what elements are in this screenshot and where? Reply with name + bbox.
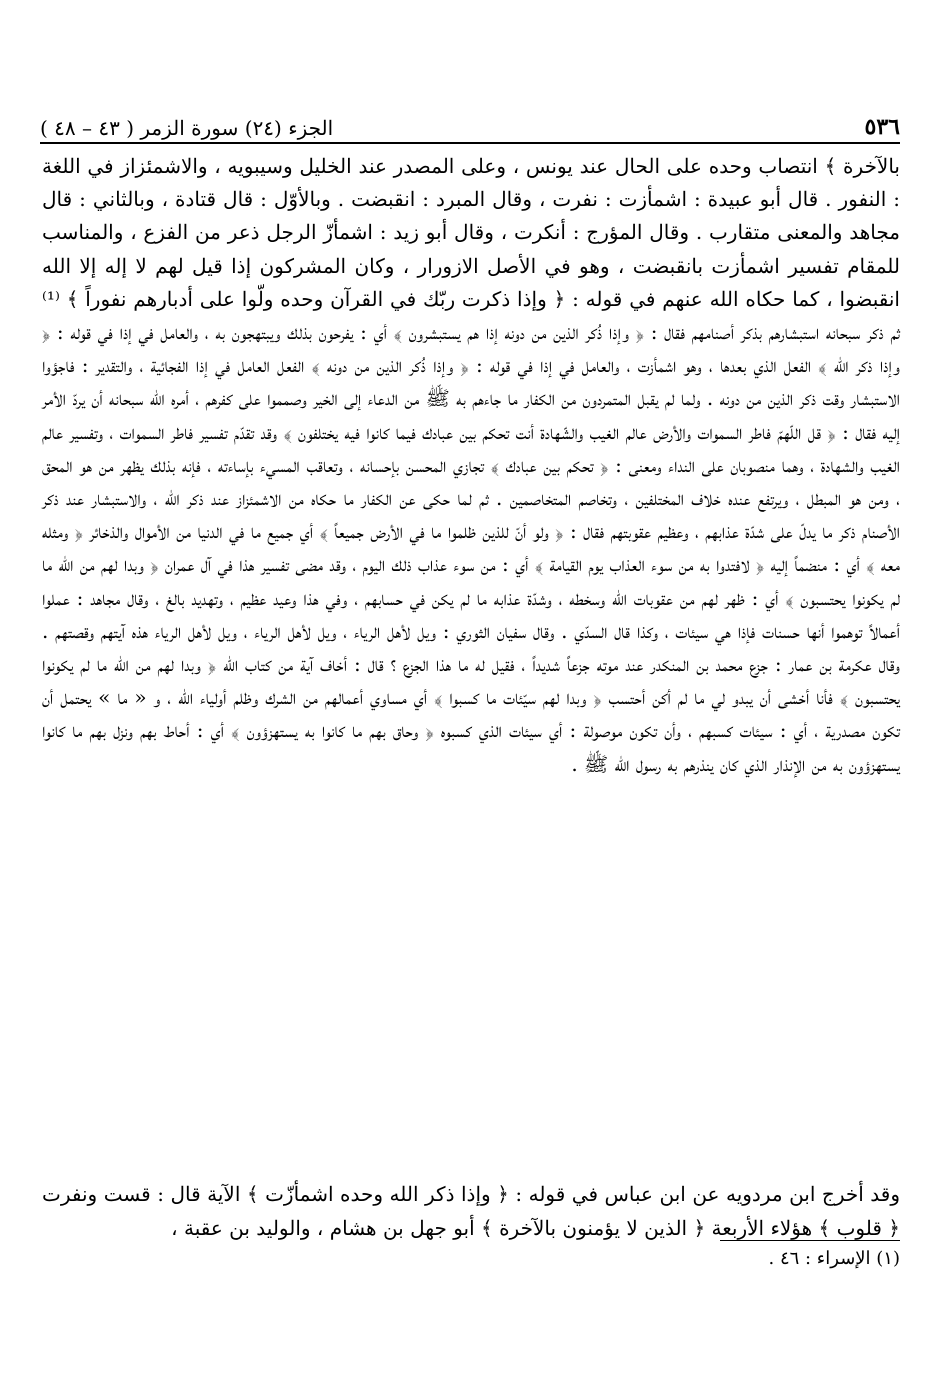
paragraph-text: بالآخرة ﴾ انتصاب وحده على الحال عند يونس ، وعلى المصدر عند الخليل وسيبويه ، والاشمئزاز في اللغة : النفور . قال أبو عبيدة : اشمأزت : نفرت ، وقال المبرد : انقبضت . وبالأوّل : قال قتادة ، وبالثاني : قال مجاهد والمعنى متقارب . وقال المؤرج : أنكرت ، وقال أبو زيد : اشمأزّ الرجل ذعر من الفزع ، والمناسب للمقام تفسير اشمأزت بانقبضت ، وهو في الأصل الازورار ، وكان المشركون إذا قيل لهم لا إله إلا الله انقبضوا ، كما حكاه الله عنهم في قوله : ﴿ وإذا ذكرت ربّك في القرآن وحده ولّوا على أدبارهم نفوراً ﴾ ⁽¹⁾ ثم ذكر سبحانه استبشارهم بذكر أصنامهم فقال : ﴿ وإذا ذُكر الذين من دونه إذا هم يستبشرون ﴾ أي : يفرحون بذلك ويبتهجون به ، والعامل في إذا في قوله : ﴿ وإذا ذكر الله ﴾ الفعل الذي بعدها ، وهو اشمأزت ، والعامل في إذا في قوله : ﴿ وإذا ذُكر الذين من دونه ﴾ الفعل العامل في إذا الفجائية ، والتقدير : فاجؤوا الاستبشار وقت ذكر الذين من دونه . ولما لم يقبل المتمردون من الكفار ما جاءهم به ﷺ من الدعاء إلى الخير وصمموا على كفرهم ، أمره الله سبحانه أن يردّ الأمر إليه فقال : ﴿ قل اللّهمّ فاطر السموات والأرض عالم الغيب والشّهادة أنت تحكم بين عبادك فيما كانوا فيه يختلفون ﴾ وقد تقدّم تفسير فاطر السموات ، وتفسير عالم الغيب والشهادة ، وهما منصوبان على النداء ومعنى : ﴿ تحكم بين عبادك ﴾ تجازي المحسن بإحسانه ، وتعاقب المسيء بإساءته ، فإنه بذلك يظهر من هو المحق ، ومن هو المبطل ، ويرتفع عنده خلاف المختلفين ، وتخاصم المتخاصمين . ثم لما حكى عن الكفار ما حكاه من الاشمئزاز عند ذكر الله ، والاستبشار عند ذكر الأصنام ذكر ما يدلّ على شدّة عذابهم ، وعظيم عقوبتهم فقال : ﴿ ولو أنّ للذين ظلموا ما في الأرض جميعاً ﴾ أي جميع ما في الدنيا من الأموال والذخائر ﴿ ومثله معه ﴾ أي : منضماً إليه ﴿ لافتدوا به من سوء العذاب يوم القيامة ﴾ أي : من سوء عذاب ذلك اليوم ، وقد مضى تفسير هذا في آل عمران ﴿ وبدا لهم من الله ما لم يكونوا يحتسبون ﴾ أي : ظهر لهم من عقوبات الله وسخطه ، وشدّة عذابه ما لم يكن في حسابهم ، وفي هذا وعيد عظيم ، وتهديد بالغ ، وقال مجاهد : عملوا أعمالاً توهموا أنها حسنات فإذا هي سيئات ، وكذا قال السدّي . وقال سفيان الثوري : ويل لأهل الرياء ، ويل لأهل الرياء ، ويل لأهل الرياء هذه آيتهم وقصتهم . وقال عكرمة بن عمار : جزع محمد بن المنكدر عند موته جزعاً شديداً ، فقيل له ما هذا الجزع ؟ قال : أخاف آية من كتاب الله ﴿ وبدا لهم من الله ما لم يكونوا يحتسبون ﴾ فأنا أخشى أن يبدو لي ما لم أكن أحتسب ﴿ وبدا لهم سيّئات ما كسبوا ﴾ أي مساوي أعمالهم من الشرك وظلم أولياء الله ، و « ما » يحتمل أن تكون مصدرية ، أي : سيئات كسبهم ، وأن تكون موصولة : أي سيئات الذي كسبوه ﴿ وحاق بهم ما كانوا به يستهزؤون ﴾ أي : أحاط بهم ونزل بهم ما كانوا يستهزؤون به من الإنذار الذي كان ينذرهم به رسول الله ﷺ .	[42, 154, 900, 776]
page-header	[40, 100, 900, 140]
header-rule	[40, 142, 900, 144]
footnote-rule	[720, 1240, 900, 1241]
page-number: ٥٣٦	[864, 114, 900, 140]
running-title: الجزء (٢٤) سورة الزمر ( ٤٣ – ٤٨ )	[40, 116, 334, 140]
paragraph-text: وقد أخرج ابن مردويه عن ابن عباس في قوله : ﴿ وإذا ذكر الله وحده اشمأزّت ﴾ الآية قال : قست ونفرت ﴿ قلوب ﴾ هؤلاء الأربعة ﴿ الذين لا يؤمنون بالآخرة ﴾ أبو جهل بن هشام ، والوليد بن عقبة ،	[42, 1182, 900, 1240]
body-paragraph-1	[42, 150, 900, 781]
footnote: (١) الإسراء : ٤٦ .	[768, 1248, 900, 1269]
